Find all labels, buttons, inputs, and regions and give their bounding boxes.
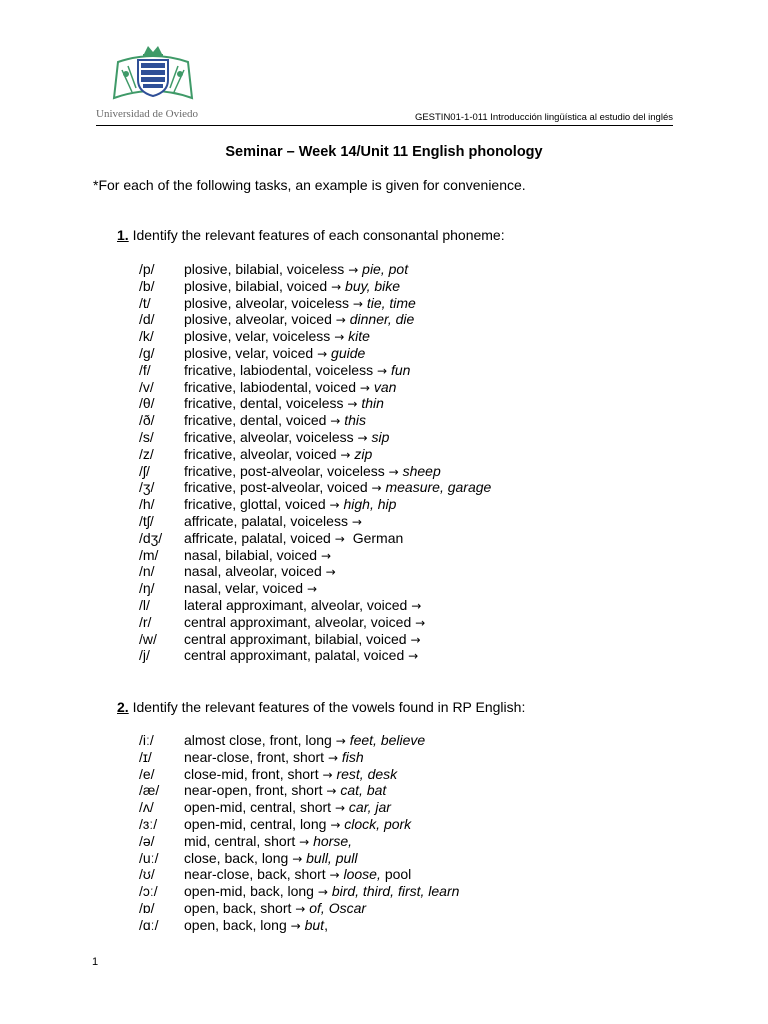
phoneme-symbol: /s/ — [139, 428, 154, 445]
right-arrow-icon: → — [334, 330, 345, 345]
phoneme-features: fricative, post-alveolar, voiceless — [184, 462, 385, 479]
phoneme-symbol: /f/ — [139, 361, 151, 378]
phoneme-description — [184, 782, 390, 800]
right-arrow-icon: → — [334, 801, 346, 816]
phoneme-features: open-mid, central, long — [184, 815, 327, 832]
phoneme-features: nasal, bilabial, voiced — [184, 546, 318, 563]
phoneme-symbol: /z/ — [139, 445, 154, 462]
right-arrow-icon: → — [292, 851, 303, 866]
phoneme-features: affricate, palatal, voiceless — [184, 512, 348, 529]
phoneme-symbol: /ð/ — [139, 412, 155, 429]
right-arrow-icon: → — [411, 598, 422, 613]
phoneme-examples-plain: German — [352, 529, 404, 546]
phoneme-examples: sheep — [402, 462, 441, 479]
phoneme-features: fricative, post-alveolar, voiced — [184, 479, 368, 496]
phoneme-examples: bird, third, first, learn — [331, 883, 460, 900]
phoneme-description — [184, 631, 425, 649]
phoneme-description — [184, 328, 374, 346]
phoneme-features: open, back, long — [184, 916, 287, 933]
right-arrow-icon: → — [388, 464, 399, 479]
task-2-text: Identify the relevant features of the vowels found in RP English: — [132, 699, 526, 715]
phoneme-examples: sip — [371, 428, 390, 445]
phoneme-symbol: /ʒ/ — [139, 479, 155, 496]
right-arrow-icon: → — [295, 901, 306, 916]
phoneme-description — [184, 614, 429, 632]
phoneme-features: central approximant, alveolar, voiced — [184, 613, 412, 630]
phoneme-symbol: /e/ — [139, 765, 155, 782]
phoneme-symbol: /ɪ/ — [139, 748, 152, 765]
phoneme-symbol: /p/ — [139, 261, 155, 277]
phoneme-symbol: /g/ — [139, 344, 155, 361]
right-arrow-icon: → — [410, 632, 421, 647]
phoneme-description — [184, 850, 362, 868]
phoneme-examples: rest, desk — [336, 765, 398, 782]
task-1-text: Identify the relevant features of each consonantal phoneme: — [132, 227, 505, 243]
right-arrow-icon: → — [299, 834, 310, 849]
right-arrow-icon: → — [415, 615, 426, 630]
phoneme-symbol: /uː/ — [139, 849, 159, 866]
phoneme-examples: feet, believe — [349, 732, 426, 748]
university-crest-icon — [110, 40, 196, 104]
right-arrow-icon: → — [359, 380, 370, 395]
phoneme-description — [184, 732, 429, 750]
phoneme-symbol: /w/ — [139, 630, 157, 647]
right-arrow-icon: → — [329, 498, 340, 513]
phoneme-description — [184, 345, 369, 363]
phoneme-examples: cat, bat — [340, 782, 387, 799]
phoneme-features: fricative, alveolar, voiced — [184, 445, 337, 462]
phoneme-features: plosive, velar, voiceless — [184, 328, 331, 345]
task-2-number: 2. — [117, 699, 129, 715]
phoneme-features: fricative, dental, voiceless — [184, 395, 344, 412]
phoneme-examples: thin — [361, 395, 384, 412]
phoneme-examples: buy, bike — [345, 277, 401, 294]
phoneme-description — [184, 799, 395, 817]
phoneme-description — [184, 278, 404, 296]
phoneme-description — [184, 766, 401, 784]
intro-note: *For each of the following tasks, an example is given for convenience. — [93, 177, 526, 193]
phoneme-description — [184, 530, 403, 548]
phoneme-features: mid, central, short — [184, 832, 296, 849]
task-2-heading — [117, 699, 525, 715]
phoneme-examples: clock, pork — [344, 815, 412, 832]
phoneme-features: plosive, bilabial, voiced — [184, 277, 328, 294]
phoneme-features: fricative, labiodental, voiceless — [184, 361, 374, 378]
phoneme-symbol: /ɜː/ — [139, 815, 158, 832]
right-arrow-icon: → — [377, 363, 388, 378]
phoneme-description — [184, 563, 340, 581]
phoneme-symbol: /r/ — [139, 613, 152, 630]
phoneme-description — [184, 379, 400, 397]
phoneme-features: almost close, front, long — [184, 732, 332, 748]
phoneme-symbol: /ə/ — [139, 832, 155, 849]
right-arrow-icon: → — [327, 750, 339, 765]
right-arrow-icon: → — [325, 565, 336, 580]
phoneme-features: plosive, alveolar, voiced — [184, 311, 332, 328]
page-title: Seminar – Week 14/Unit 11 English phonology — [225, 144, 543, 160]
phoneme-symbol: /n/ — [139, 563, 155, 580]
phoneme-description — [184, 883, 463, 901]
phoneme-examples: van — [373, 378, 397, 395]
phoneme-description — [184, 833, 356, 851]
right-arrow-icon: → — [331, 279, 342, 294]
phoneme-examples: tie, time — [366, 294, 416, 311]
phoneme-examples-plain: pool — [384, 866, 412, 883]
right-arrow-icon: → — [352, 296, 363, 311]
phoneme-features: near-close, back, short — [184, 866, 326, 883]
page-number: 1 — [92, 956, 99, 968]
phoneme-description — [184, 816, 415, 834]
phoneme-features: fricative, alveolar, voiceless — [184, 428, 354, 445]
right-arrow-icon: → — [330, 414, 341, 429]
right-arrow-icon: → — [317, 346, 328, 361]
phoneme-examples: car, jar — [348, 799, 391, 816]
right-arrow-icon: → — [371, 481, 382, 496]
phoneme-description — [184, 479, 495, 497]
phoneme-symbol: /d/ — [139, 311, 155, 328]
phoneme-features: close-mid, front, short — [184, 765, 319, 782]
phoneme-description — [184, 395, 388, 413]
university-logo — [96, 40, 212, 120]
right-arrow-icon: → — [306, 582, 318, 597]
right-arrow-icon: → — [329, 868, 340, 883]
phoneme-description — [184, 647, 422, 665]
phoneme-examples: but — [304, 916, 325, 933]
phoneme-features: plosive, alveolar, voiceless — [184, 294, 349, 311]
phoneme-features: central approximant, palatal, voiced — [184, 647, 405, 664]
phoneme-symbol: /b/ — [139, 277, 155, 294]
phoneme-description — [184, 446, 376, 464]
phoneme-features: plosive, velar, voiced — [184, 344, 314, 361]
phoneme-symbol: /ɔː/ — [139, 883, 158, 900]
phoneme-description — [184, 900, 370, 918]
phoneme-description — [184, 513, 366, 531]
phoneme-symbol: /l/ — [139, 596, 150, 613]
phoneme-features: fricative, labiodental, voiced — [184, 378, 356, 395]
phoneme-features: open, back, short — [184, 899, 292, 916]
phoneme-features: open-mid, back, long — [184, 883, 314, 900]
phoneme-description — [184, 866, 411, 884]
phoneme-examples-plain: , — [324, 916, 328, 933]
course-code: GESTIN01-1-011 Introducción lingüística al estudio del inglés — [414, 112, 673, 123]
right-arrow-icon: → — [330, 817, 341, 832]
phoneme-features: nasal, velar, voiced — [184, 580, 304, 597]
right-arrow-icon: → — [357, 430, 368, 445]
right-arrow-icon: → — [335, 313, 346, 328]
phoneme-features: fricative, glottal, voiced — [184, 496, 326, 513]
phoneme-description — [184, 295, 420, 313]
phoneme-features: plosive, bilabial, voiceless — [184, 261, 345, 277]
phoneme-symbol: /ʊ/ — [139, 866, 155, 883]
right-arrow-icon: → — [290, 918, 301, 933]
phoneme-examples: of, Oscar — [309, 899, 367, 916]
phoneme-symbol: /v/ — [139, 378, 154, 395]
right-arrow-icon: → — [335, 734, 346, 748]
university-name: Universidad de Oviedo — [96, 108, 199, 120]
phoneme-examples: loose, — [343, 866, 381, 883]
right-arrow-icon: → — [351, 514, 362, 529]
right-arrow-icon: → — [317, 885, 328, 900]
phoneme-description — [184, 547, 335, 565]
phoneme-examples: high, hip — [343, 496, 397, 513]
phoneme-features: nasal, alveolar, voiced — [184, 563, 322, 580]
phoneme-examples: fun — [390, 361, 411, 378]
right-arrow-icon: → — [408, 649, 419, 664]
right-arrow-icon: → — [348, 263, 359, 277]
phoneme-description — [184, 261, 412, 279]
phoneme-description — [184, 311, 418, 329]
phoneme-features: affricate, palatal, voiced — [184, 529, 331, 546]
phoneme-symbol: /ʃ/ — [139, 462, 150, 479]
phoneme-symbol: /ŋ/ — [139, 580, 155, 597]
phoneme-features: open-mid, central, short — [184, 799, 332, 816]
right-arrow-icon: → — [322, 767, 333, 782]
phoneme-examples: fish — [341, 748, 364, 765]
phoneme-description — [184, 580, 321, 598]
phoneme-symbol: /ʌ/ — [139, 799, 154, 816]
task-1-number: 1. — [117, 227, 129, 243]
phoneme-description — [184, 362, 414, 380]
right-arrow-icon: → — [326, 784, 337, 799]
right-arrow-icon: → — [347, 397, 358, 412]
phoneme-symbol: /ɑː/ — [139, 916, 159, 933]
phoneme-features: close, back, long — [184, 849, 289, 866]
phoneme-symbol: /θ/ — [139, 395, 155, 412]
phoneme-symbol: /ɒ/ — [139, 899, 155, 916]
task-1-heading — [117, 227, 505, 243]
phoneme-features: lateral approximant, alveolar, voiced — [184, 596, 408, 613]
phoneme-features: near-close, front, short — [184, 748, 325, 765]
phoneme-symbol: /m/ — [139, 546, 159, 563]
phoneme-symbol: /j/ — [139, 647, 150, 664]
phoneme-symbol: /h/ — [139, 496, 155, 513]
phoneme-examples: dinner, die — [349, 311, 415, 328]
right-arrow-icon: → — [340, 447, 351, 462]
header-divider — [96, 125, 673, 126]
phoneme-examples: horse, — [313, 832, 353, 849]
phoneme-description — [184, 597, 425, 615]
phoneme-symbol: /æ/ — [139, 782, 160, 799]
phoneme-description — [184, 749, 368, 767]
phoneme-symbol: /t/ — [139, 294, 151, 311]
phoneme-description — [184, 496, 400, 514]
phoneme-description — [184, 412, 370, 430]
right-arrow-icon: → — [320, 548, 332, 563]
phoneme-symbol: /dʒ/ — [139, 529, 163, 546]
phoneme-description — [184, 917, 328, 935]
phoneme-features: fricative, dental, voiced — [184, 412, 327, 429]
phoneme-examples: guide — [331, 344, 366, 361]
phoneme-examples: kite — [348, 328, 370, 345]
phoneme-examples: bull, pull — [306, 849, 358, 866]
phoneme-features: near-open, front, short — [184, 782, 323, 799]
phoneme-description — [184, 463, 445, 481]
phoneme-symbol: /iː/ — [139, 732, 154, 748]
phoneme-symbol: /k/ — [139, 328, 154, 345]
right-arrow-icon: → — [334, 531, 345, 546]
phoneme-symbol: /tʃ/ — [139, 512, 154, 529]
phoneme-features: central approximant, bilabial, voiced — [184, 630, 407, 647]
phoneme-examples: measure, garage — [385, 479, 492, 496]
phoneme-examples: this — [344, 412, 367, 429]
phoneme-description — [184, 429, 393, 447]
phoneme-examples: pie, pot — [362, 261, 409, 277]
phoneme-examples: zip — [354, 445, 373, 462]
